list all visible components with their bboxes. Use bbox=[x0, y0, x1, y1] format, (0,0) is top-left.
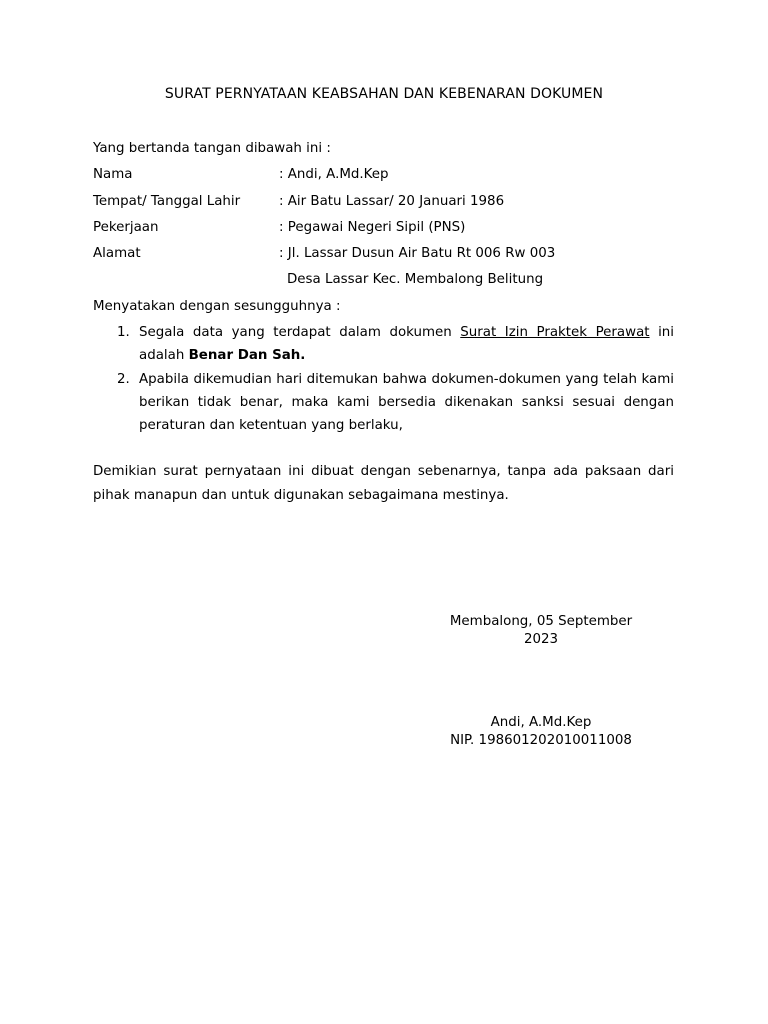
field-value: : Jl. Lassar Dusun Air Batu Rt 006 Rw 003 bbox=[279, 246, 556, 262]
field-row-alamat bbox=[93, 245, 674, 271]
statement-text-before: Segala data yang terdapat dalam dokumen bbox=[139, 325, 461, 341]
document-body bbox=[93, 140, 674, 507]
field-value: : Air Batu Lassar/ 20 Januari 1986 bbox=[279, 193, 505, 209]
signature-block bbox=[440, 714, 642, 750]
place-date: Membalong, 05 September 2023 bbox=[449, 614, 633, 647]
statement-number: 2. bbox=[117, 371, 130, 387]
statement-bold-text: Benar Dan Sah. bbox=[188, 348, 306, 364]
field-label: Tempat/ Tanggal Lahir bbox=[93, 193, 241, 209]
statement-number: 1. bbox=[117, 325, 130, 341]
field-label: Nama bbox=[93, 167, 133, 183]
field-label: Pekerjaan bbox=[93, 219, 159, 235]
document-name-underlined: Surat Izin Praktek Perawat bbox=[460, 325, 650, 341]
address-continuation: Desa Lassar Kec. Membalong Belitung bbox=[287, 272, 544, 288]
signer-name: Andi, A.Md.Kep bbox=[490, 715, 592, 730]
intro-text: Yang bertanda tangan dibawah ini : bbox=[93, 141, 331, 156]
field-row-tempat-tanggal-lahir bbox=[93, 193, 674, 219]
declaration-intro: Menyatakan dengan sesungguhnya : bbox=[93, 298, 341, 314]
field-row-pekerjaan bbox=[93, 219, 674, 245]
closing-paragraph: Demikian surat pernyataan ini dibuat dengan sebenarnya, tanpa ada paksaan dari pihak manapun dan untuk digunakan sebagaimana mestinya. bbox=[93, 464, 674, 503]
document-title: SURAT PERNYATAAN KEABSAHAN DAN KEBENARAN DOKUMEN bbox=[164, 86, 604, 102]
field-value: : Pegawai Negeri Sipil (PNS) bbox=[279, 219, 466, 235]
statement-item bbox=[93, 368, 674, 438]
statement-item bbox=[93, 321, 674, 367]
statement-text-middle: ini adalah bbox=[139, 325, 675, 364]
signer-nip: NIP. 198601202010011008 bbox=[450, 733, 632, 748]
field-label: Alamat bbox=[93, 246, 141, 262]
statement-list bbox=[93, 321, 674, 437]
field-value: : Andi, A.Md.Kep bbox=[279, 167, 389, 183]
field-row-nama bbox=[93, 166, 674, 192]
statement-text: Apabila dikemudian hari ditemukan bahwa dokumen-dokumen yang telah kami berikan tidak benar, maka kami bersedia dikenakan sanksi sesuai dengan peraturan dan ketentuan yang berlaku, bbox=[139, 371, 674, 434]
statement-text bbox=[139, 321, 674, 367]
